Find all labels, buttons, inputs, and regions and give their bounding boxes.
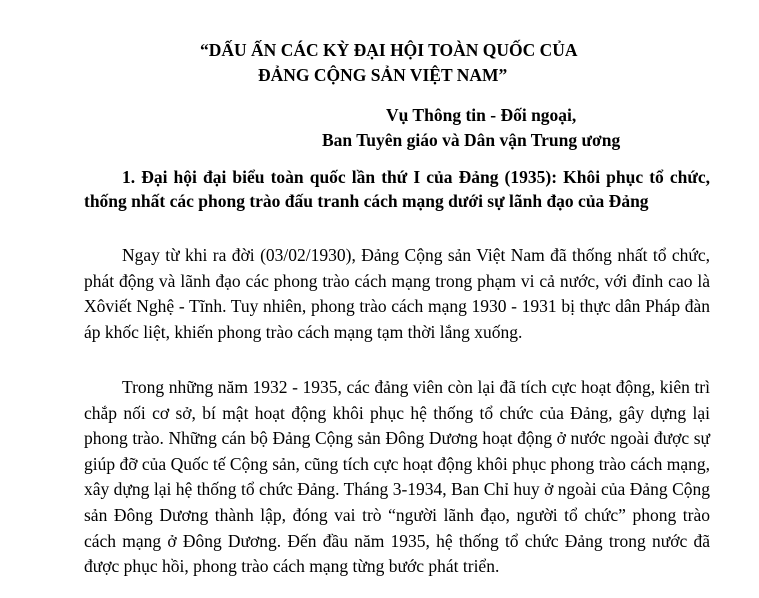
paragraph-2: Trong những năm 1932 - 1935, các đảng viên còn lại đã tích cực hoạt động, kiên trì chắp nối cơ sở, bí mật hoạt động khôi phục hệ thống tổ chức của Đảng, gây dựng lại phong trào. Những cán bộ Đảng Cộng sản Đông Dương hoạt động ở nước ngoài được sự giúp đỡ của Quốc tế Cộng sản, cũng tích cực hoạt động khôi phục phong trào cách mạng, xây dựng lại hệ thống tổ chức Đảng. Tháng 3-1934, Ban Chỉ huy ở ngoài của Đảng Cộng sản Đông Dương thành lập, đóng vai trò “người lãnh đạo, người tổ chức” phong trào cách mạng ở Đông Dương. Đến đầu năm 1935, hệ thống tổ chức Đảng trong nước đã được phục hồi, phong trào cách mạng từng bước phát triển. <box>84 377 710 577</box>
section-heading: 1. Đại hội đại biểu toàn quốc lần thứ I của Đảng (1935): Khôi phục tổ chức, thống nhất các phong trào đấu tranh cách mạng dưới sự lãnh đạo của Đảng <box>84 167 710 211</box>
author-line-1: Vụ Thông tin - Đối ngoại, <box>386 105 577 125</box>
document-title <box>0 38 759 88</box>
document-author <box>0 103 759 153</box>
author-line-2: Ban Tuyên giáo và Dân vận Trung ương <box>322 130 621 150</box>
paragraph-1: Ngay từ khi ra đời (03/02/1930), Đảng Cộng sản Việt Nam đã thống nhất tổ chức, phát động và lãnh đạo các phong trào cách mạng trong phạm vi cả nước, với đỉnh cao là Xôviết Nghệ - Tĩnh. Tuy nhiên, phong trào cách mạng 1930 - 1931 bị thực dân Pháp đàn áp khốc liệt, khiến phong trào cách mạng tạm thời lắng xuống. <box>84 245 710 342</box>
title-line-1: “DẤU ẤN CÁC KỲ ĐẠI HỘI TOÀN QUỐC CỦA <box>200 40 578 60</box>
title-line-2: ĐẢNG CỘNG SẢN VIỆT NAM” <box>258 65 508 85</box>
